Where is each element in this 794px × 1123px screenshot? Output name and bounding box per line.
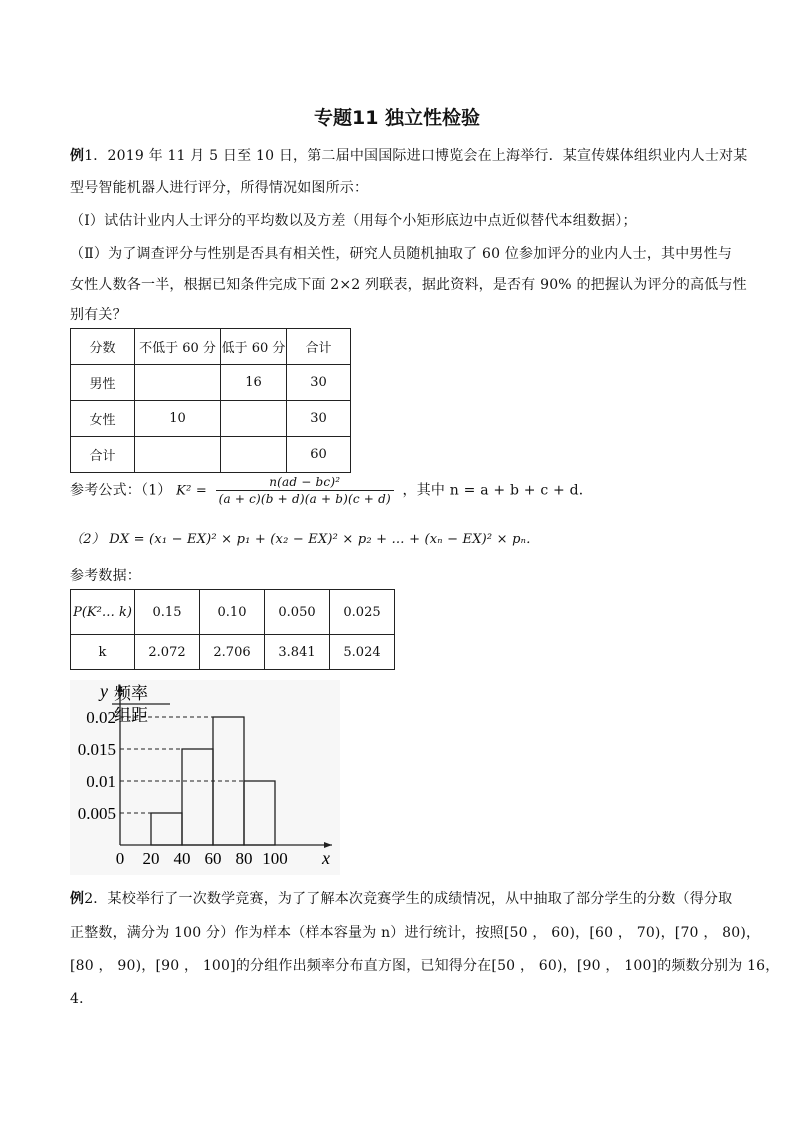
example-1-line-1 xyxy=(70,145,747,165)
example-2-line-2: 正整数，满分为 100 分）作为样本（样本容量为 n）进行统计，按照[50 ， 60)，[60 ， 70)，[70 ， 80)， xyxy=(70,925,761,941)
table-cell: 0.050 xyxy=(265,590,330,635)
y-tick-label: 0.01 xyxy=(86,772,116,791)
x-tick-label: 100 xyxy=(262,849,288,868)
example-1-text: 1．2019 年 11 月 5 日至 10 日，第二届中国国际进口博览会在上海举行．某宣传媒体组织业内人士对某 xyxy=(84,148,748,164)
table-row xyxy=(71,365,351,401)
table-cell: 10 xyxy=(135,401,221,437)
x-tick-label: 60 xyxy=(204,849,222,868)
example-1-label: 例 xyxy=(70,148,85,164)
table-cell: 2.706 xyxy=(200,635,265,670)
reference-data-label: 参考数据： xyxy=(70,568,141,584)
table-cell xyxy=(135,365,221,401)
formula-tail: ，其中 n = a + b + c + d． xyxy=(402,482,594,499)
question-2-line-2: 女性人数各一半，根据已知条件完成下面 2×2 列联表，据此资料，是否有 90% 的把握认为评分的高低与性 xyxy=(70,277,747,293)
origin-label: 0 xyxy=(115,849,125,868)
table-row xyxy=(71,401,351,437)
example-2-label: 例 xyxy=(70,891,85,907)
table-cell: 0.10 xyxy=(200,590,265,635)
y-tick-label: 0.005 xyxy=(77,804,116,823)
page-title: 专题11 独立性检验 xyxy=(313,107,481,129)
formula-fraction xyxy=(216,474,394,507)
y-axis-label-bottom: 组距 xyxy=(114,706,148,725)
example-2-line-3: [80 ， 90)，[90 ， 100]的分组作出频率分布直方图，已知得分在[50 ， 60)，[90 ， 100]的频数分别为 16， xyxy=(70,958,780,974)
x-tick-label: 20 xyxy=(142,849,160,868)
table-cell: k xyxy=(71,635,135,670)
x-axis-letter: x xyxy=(322,848,330,868)
formula-1 xyxy=(70,474,593,507)
table-cell xyxy=(135,437,221,473)
table-cell: 0.15 xyxy=(135,590,200,635)
x-tick-label: 40 xyxy=(173,849,191,868)
y-axis-label-top: 频率 xyxy=(114,684,148,703)
table-cell: 男性 xyxy=(71,365,135,401)
table-header-cell: 分数 xyxy=(71,329,135,365)
formula-numerator: n(ad − bc)² xyxy=(216,474,394,491)
reference-table xyxy=(70,589,395,670)
table-cell: 60 xyxy=(287,437,351,473)
table-header-cell: 低于 60 分 xyxy=(221,329,287,365)
contingency-table xyxy=(70,328,351,473)
table-cell: 合计 xyxy=(71,437,135,473)
table-cell: 3.841 xyxy=(265,635,330,670)
question-2-line-3: 别有关？ xyxy=(70,307,127,323)
y-tick-label: 0.02 xyxy=(86,708,116,727)
frequency-histogram xyxy=(70,680,340,875)
table-cell: 女性 xyxy=(71,401,135,437)
table-header-cell: 不低于 60 分 xyxy=(135,329,221,365)
table-cell: 30 xyxy=(287,401,351,437)
table-cell: 5.024 xyxy=(330,635,395,670)
table-cell: 2.072 xyxy=(135,635,200,670)
question-1: （Ⅰ）试估计业内人士评分的平均数以及方差（用每个小矩形底边中点近似替代本组数据）； xyxy=(70,213,637,229)
table-cell: 30 xyxy=(287,365,351,401)
formula-denominator: (a + c)(b + d)(a + b)(c + d) xyxy=(218,492,391,506)
table-row xyxy=(71,590,395,635)
table-row xyxy=(71,437,351,473)
formula-2: （2） DX = (x₁ − EX)² × p₁ + (x₂ − EX)² × p₂ + … + (xₙ − EX)² × pₙ． xyxy=(70,532,540,547)
formula-label: 参考公式：（1） xyxy=(70,482,172,499)
example-2-line-1 xyxy=(70,888,732,908)
y-axis-letter: y xyxy=(100,681,108,701)
example-1-line-2: 型号智能机器人进行评分，所得情况如图所示： xyxy=(70,180,369,196)
table-header-row xyxy=(71,329,351,365)
table-cell: 0.025 xyxy=(330,590,395,635)
table-cell: P(K²… k) xyxy=(71,590,135,635)
question-2-line-1: （Ⅱ）为了调查评分与性别是否具有相关性，研究人员随机抽取了 60 位参加评分的业内人士，其中男性与 xyxy=(70,246,733,262)
table-cell xyxy=(221,401,287,437)
table-row xyxy=(71,635,395,670)
x-tick-label: 80 xyxy=(235,849,253,868)
k-squared: K² = xyxy=(176,483,207,499)
table-cell: 16 xyxy=(221,365,287,401)
table-cell xyxy=(221,437,287,473)
y-tick-label: 0.015 xyxy=(77,740,116,759)
example-2-line-4: 4． xyxy=(70,991,94,1007)
table-header-cell: 合计 xyxy=(287,329,351,365)
example-2-text: 2．某校举行了一次数学竞赛，为了了解本次竞赛学生的成绩情况，从中抽取了部分学生的分数（得分取 xyxy=(84,891,733,907)
